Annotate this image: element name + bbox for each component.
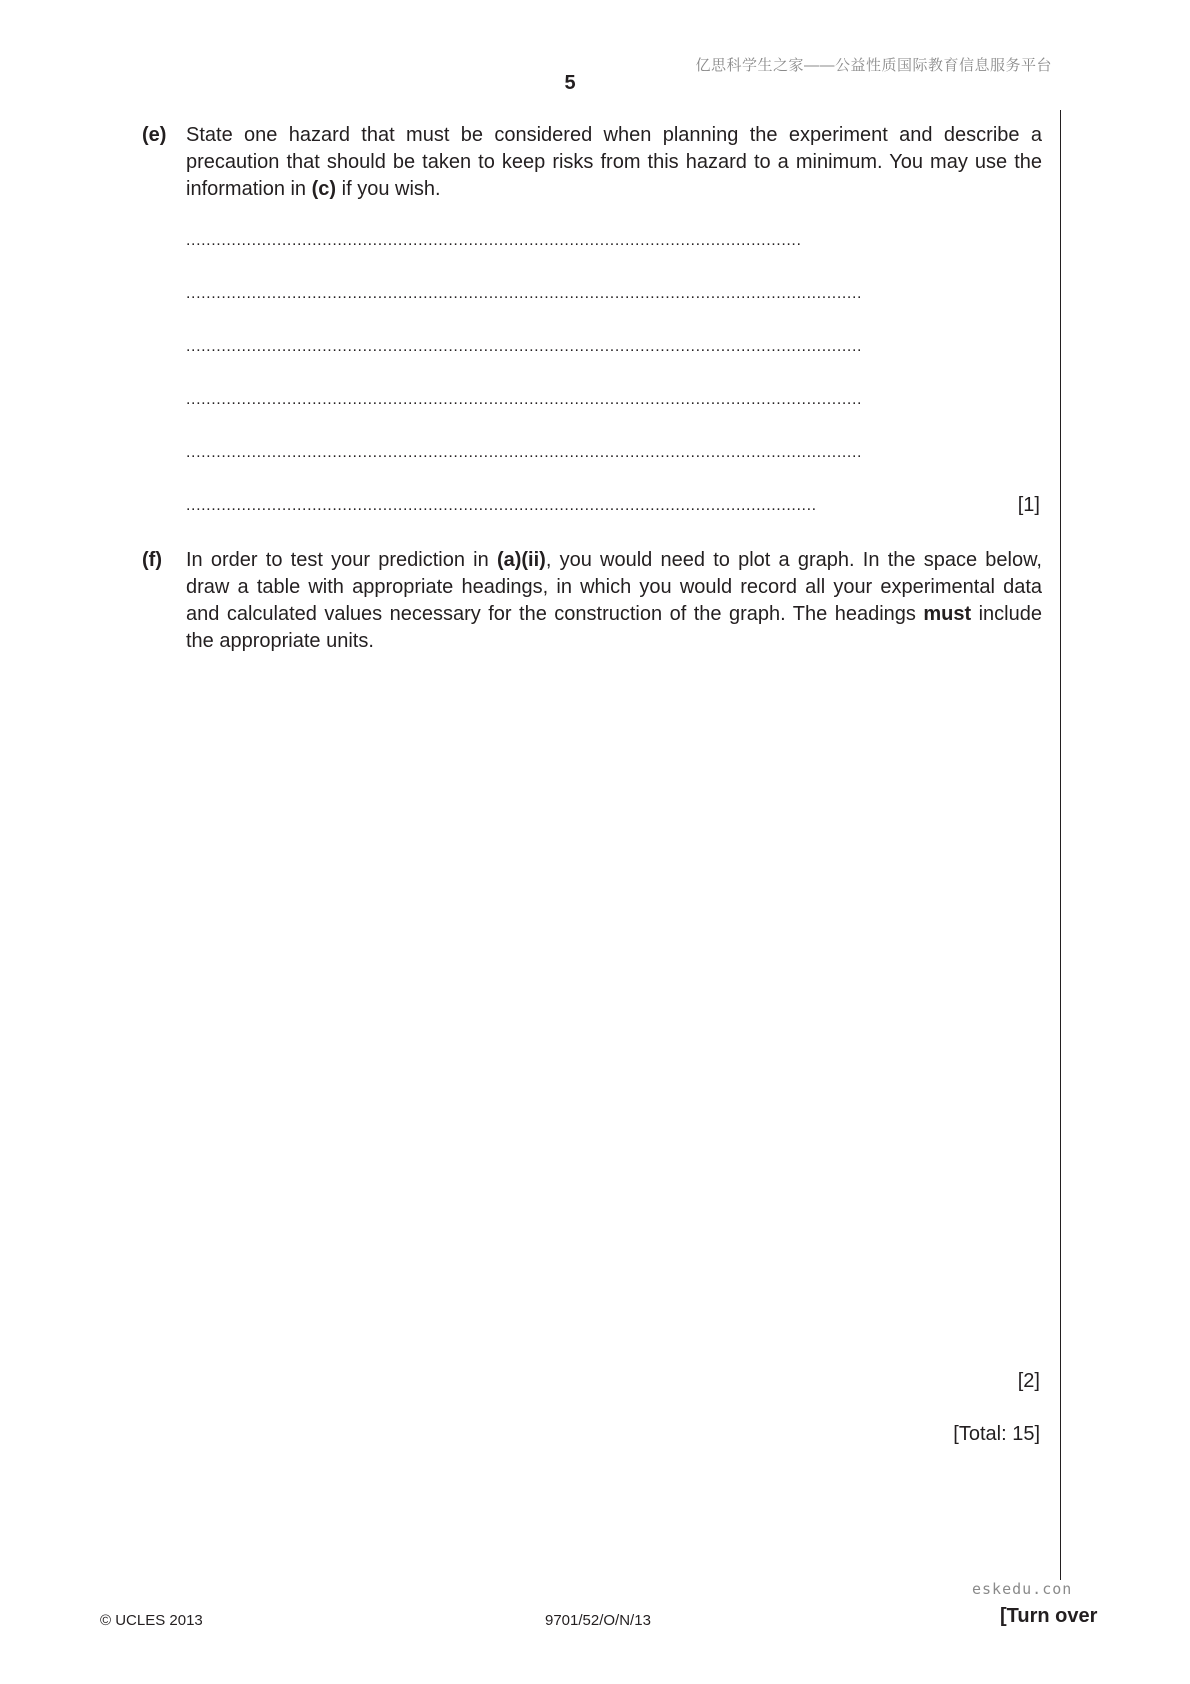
answer-line-3[interactable]: ...................................................................................................................................... <box>186 338 863 355</box>
question-e-label: (e) <box>142 124 167 146</box>
answer-line-4[interactable]: ...................................................................................................................................... <box>186 391 863 408</box>
footer-code: 9701/52/O/N/13 <box>545 1612 651 1629</box>
header-watermark: 亿思科学生之家——公益性质国际教育信息服务平台 <box>695 57 1052 74</box>
page-number: 5 <box>564 72 576 94</box>
footer-watermark: eskedu.con <box>972 1580 1073 1598</box>
question-f-text: In order to test your prediction in (a)(ii), you would need to plot a graph. In the space below, draw a table with appropriate headings, in which you would record all your experimental data and calculated values necessary for the construction of the graph. The headings must include the appropriate units. <box>186 549 1042 652</box>
turn-over: [Turn over <box>1000 1605 1098 1627</box>
answer-line-1[interactable]: .......................................................................................................................... <box>186 232 802 249</box>
question-e-text: State one hazard that must be considered when planning the experiment and describe a precaution that should be taken to keep risks from this hazard to a minimum. You may use the information in (c) if you wish. <box>186 124 1042 200</box>
question-f <box>142 547 1042 655</box>
answer-line-6[interactable]: ............................................................................................................................. <box>186 497 817 514</box>
question-e-marks: [1] <box>1017 494 1040 516</box>
footer-copyright: © UCLES 2013 <box>100 1612 203 1629</box>
question-f-marks: [2] <box>1017 1370 1040 1392</box>
answer-line-2[interactable]: ...................................................................................................................................... <box>186 285 863 302</box>
question-e <box>142 122 1042 203</box>
margin-line <box>1060 110 1061 1580</box>
answer-line-5[interactable]: ...................................................................................................................................... <box>186 444 863 461</box>
total-marks: [Total: 15] <box>953 1423 1040 1445</box>
question-f-label: (f) <box>142 549 162 571</box>
